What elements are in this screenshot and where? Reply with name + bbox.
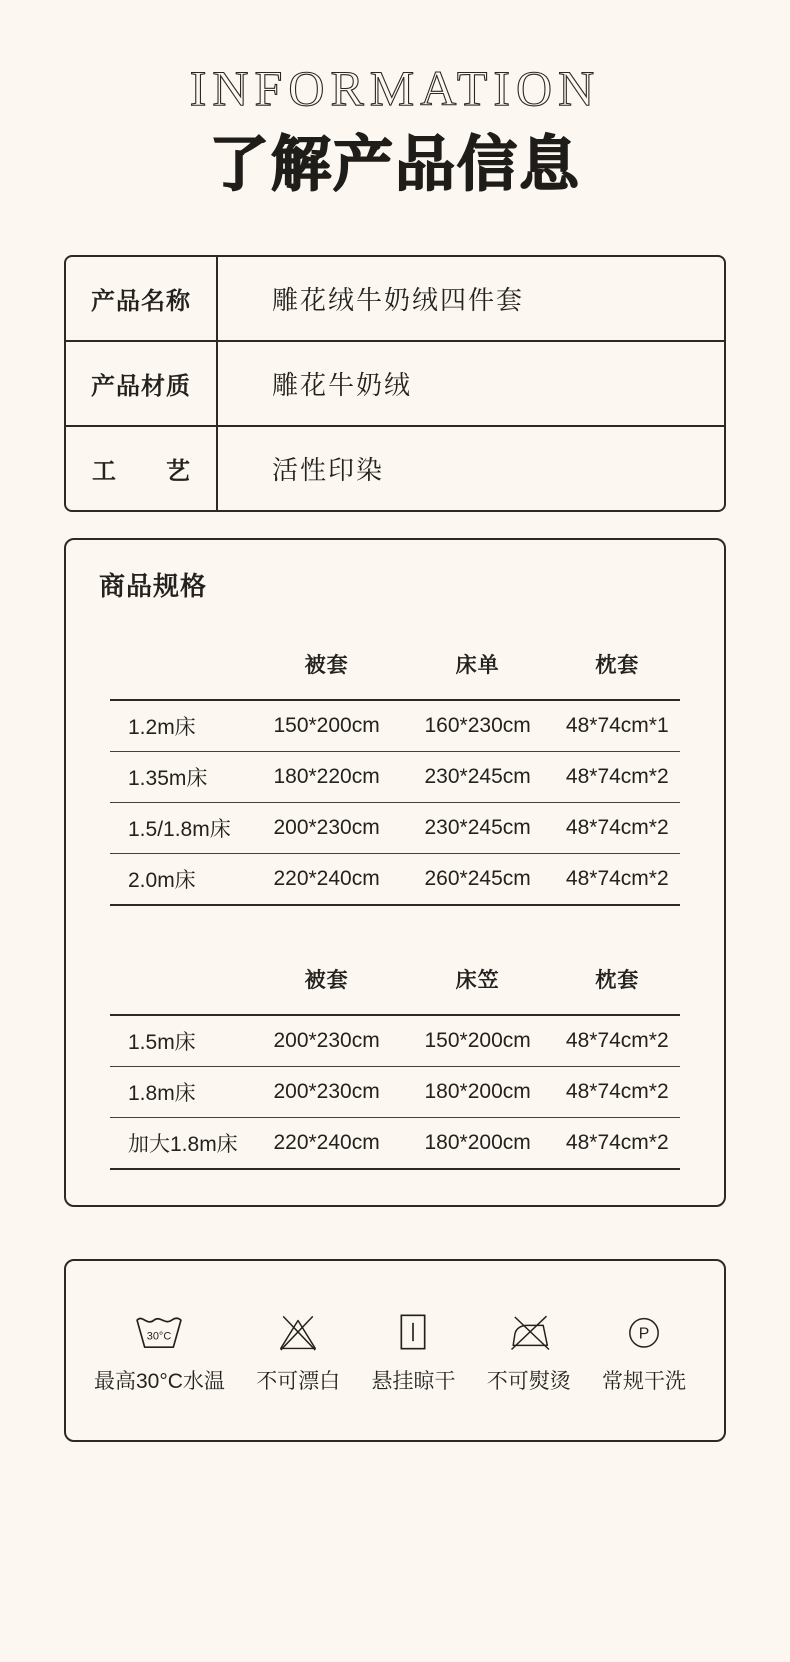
info-row: [66, 257, 724, 342]
care-item-hang-dry: [371, 1310, 455, 1395]
table-row: [110, 752, 680, 803]
dry-clean-icon: [624, 1310, 664, 1352]
size-cell: 200*230cm: [253, 1067, 401, 1118]
wash-30c-icon: [132, 1310, 186, 1352]
size-cell: 48*74cm*2: [555, 803, 680, 854]
size-cell: 260*245cm: [401, 854, 555, 906]
bed-size-label: 1.2m床: [110, 700, 253, 752]
care-item-wash: [94, 1310, 225, 1395]
bed-size-label: 加大1.8m床: [110, 1118, 253, 1170]
column-header: 被套: [253, 649, 401, 700]
spec-table-sheet-set: [110, 649, 680, 906]
size-cell: 160*230cm: [401, 700, 555, 752]
table-row: [110, 1015, 680, 1067]
care-item-dry-clean: [602, 1310, 686, 1395]
size-cell: 150*200cm: [253, 700, 401, 752]
svg-text:P: P: [638, 1325, 650, 1343]
size-cell: 48*74cm*2: [555, 752, 680, 803]
size-cell: 220*240cm: [253, 1118, 401, 1170]
attribute-value: 活性印染: [272, 455, 385, 485]
size-cell: 150*200cm: [401, 1015, 555, 1067]
section-eyebrow: INFORMATION: [189, 60, 601, 116]
size-cell: 48*74cm*2: [555, 1067, 680, 1118]
size-cell: 180*200cm: [401, 1118, 555, 1170]
size-cell: 48*74cm*1: [555, 700, 680, 752]
size-cell: 48*74cm*2: [555, 854, 680, 906]
product-info-page: [0, 60, 790, 1662]
size-cell: 230*245cm: [401, 803, 555, 854]
size-cell: 48*74cm*2: [555, 1118, 680, 1170]
table-row: [110, 803, 680, 854]
bed-size-label: 1.5m床: [110, 1015, 253, 1067]
bed-size-label: 1.8m床: [110, 1067, 253, 1118]
bed-size-label: 2.0m床: [110, 854, 253, 906]
no-iron-icon: [503, 1310, 555, 1352]
care-label: 悬挂晾干: [371, 1370, 456, 1393]
column-header: [110, 649, 253, 700]
bed-size-label: 1.35m床: [110, 752, 253, 803]
attribute-label: 产品材质: [66, 342, 218, 425]
size-cell: 180*220cm: [253, 752, 401, 803]
size-cell: 200*230cm: [253, 803, 401, 854]
bed-size-label: 1.5/1.8m床: [110, 803, 253, 854]
column-header: [110, 964, 253, 1015]
column-header: 枕套: [555, 964, 680, 1015]
attribute-label: 工 艺: [66, 427, 218, 510]
size-cell: 230*245cm: [401, 752, 555, 803]
attribute-value: 雕花牛奶绒: [272, 370, 413, 400]
care-item-no-bleach: [256, 1310, 340, 1395]
care-item-no-iron: [487, 1310, 571, 1395]
info-row: [66, 342, 724, 427]
table-row: [110, 1118, 680, 1170]
column-header: 被套: [253, 964, 401, 1015]
care-label: 最高30°C水温: [94, 1370, 225, 1393]
svg-text:30°C: 30°C: [147, 1330, 172, 1343]
spec-table-fitted-set: [110, 964, 680, 1170]
table-row: [110, 854, 680, 906]
attribute-value: 雕花绒牛奶绒四件套: [272, 285, 525, 315]
size-cell: 200*230cm: [253, 1015, 401, 1067]
hang-dry-icon: [393, 1310, 433, 1352]
care-label: 常规干洗: [601, 1370, 686, 1393]
size-cell: 220*240cm: [253, 854, 401, 906]
care-instructions-box: [64, 1259, 726, 1442]
care-label: 不可熨烫: [486, 1370, 571, 1393]
care-label: 不可漂白: [256, 1370, 341, 1393]
info-row: [66, 427, 724, 510]
spec-box: [64, 538, 726, 1207]
size-cell: 180*200cm: [401, 1067, 555, 1118]
column-header: 枕套: [555, 649, 680, 700]
size-cell: 48*74cm*2: [555, 1015, 680, 1067]
column-header: 床笠: [401, 964, 555, 1015]
spec-title: 商品规格: [99, 571, 208, 601]
column-header: 床单: [401, 649, 555, 700]
table-row: [110, 700, 680, 752]
page-title: 了解产品信息: [209, 131, 581, 198]
no-bleach-icon: [275, 1310, 321, 1352]
table-row: [110, 1067, 680, 1118]
attribute-label: 产品名称: [66, 257, 218, 340]
product-attributes-table: [64, 255, 726, 512]
